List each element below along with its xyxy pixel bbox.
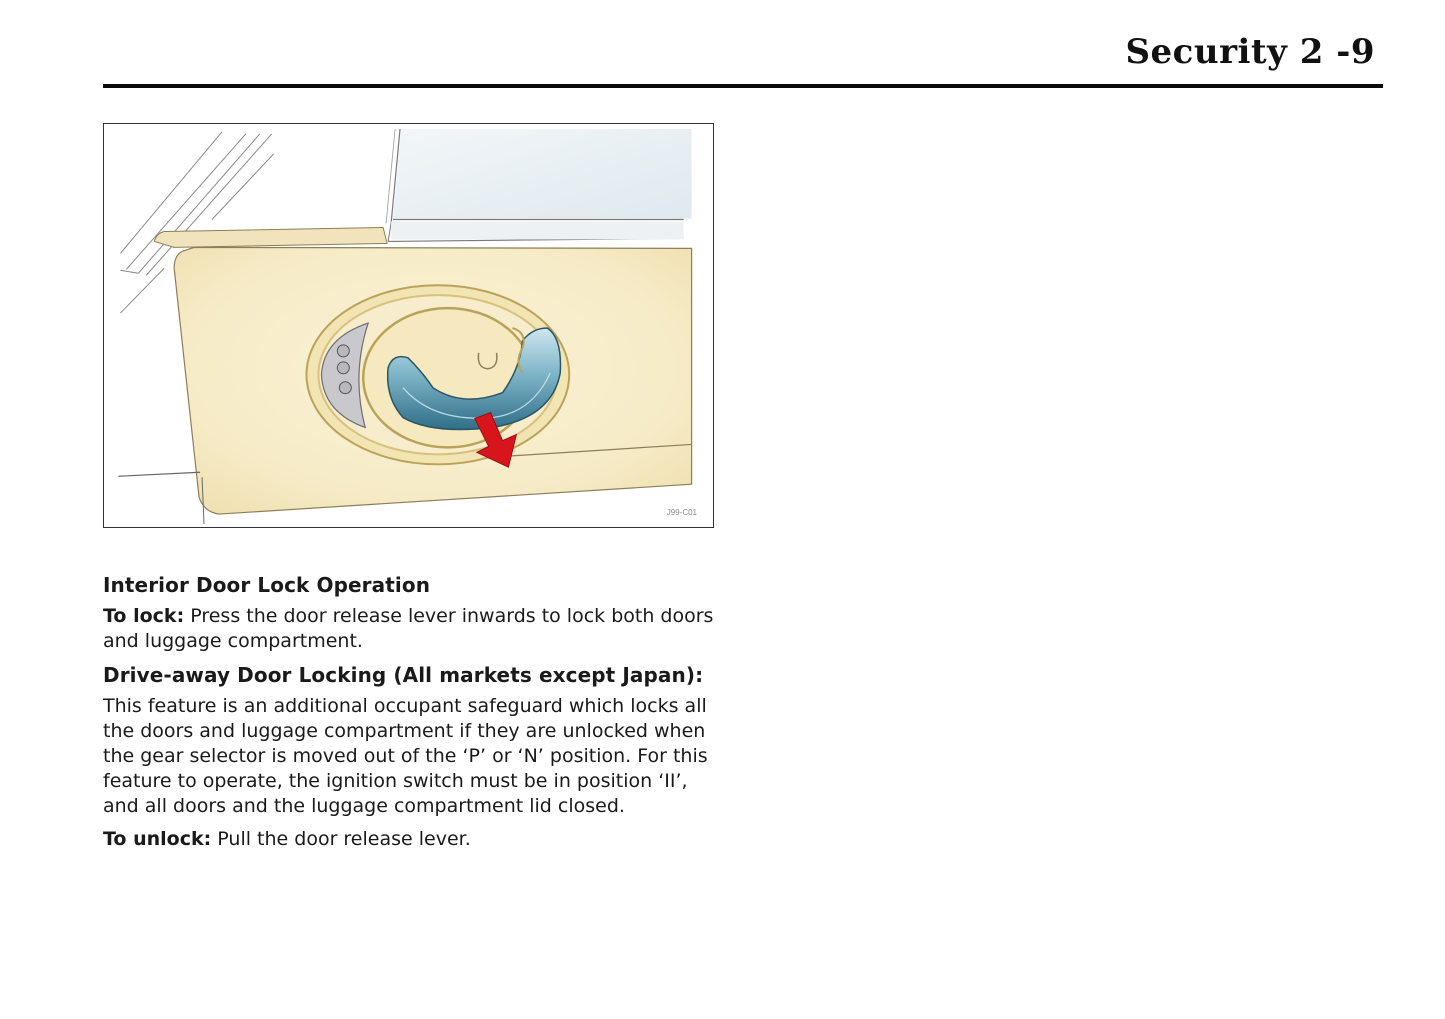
to-lock-paragraph [103,604,723,654]
section-heading: Interior Door Lock Operation [103,573,431,597]
driveaway-heading: Drive-away Door Locking (All markets except Japan): [103,663,704,687]
to-unlock-text: Pull the door release lever. [211,828,471,850]
to-unlock-paragraph [103,827,723,852]
header-rule [103,84,1383,88]
window-glass [393,129,692,219]
door-handle-illustration [103,123,714,528]
to-lock-label: To lock: [103,605,185,627]
door-panel-drawing [104,124,713,527]
figure-code: J99-C01 [666,508,697,517]
driveaway-paragraph: This feature is an additional occupant safeguard which locks all the doors and luggage compartment if they are unlocked when the gear selector is moved out of the ‘P’ or ‘N’ position. For this feature to operate, the ignition switch must be in position ‘II’, and all doors and the luggage compartment lid closed. [103,695,708,817]
page-title: Security 2 -9 [1125,32,1375,72]
to-lock-text: Press the door release lever inwards to lock both doors and luggage compartment. [103,605,714,652]
document-body [103,572,723,860]
to-unlock-label: To unlock: [103,828,212,850]
page-header [103,30,1383,90]
